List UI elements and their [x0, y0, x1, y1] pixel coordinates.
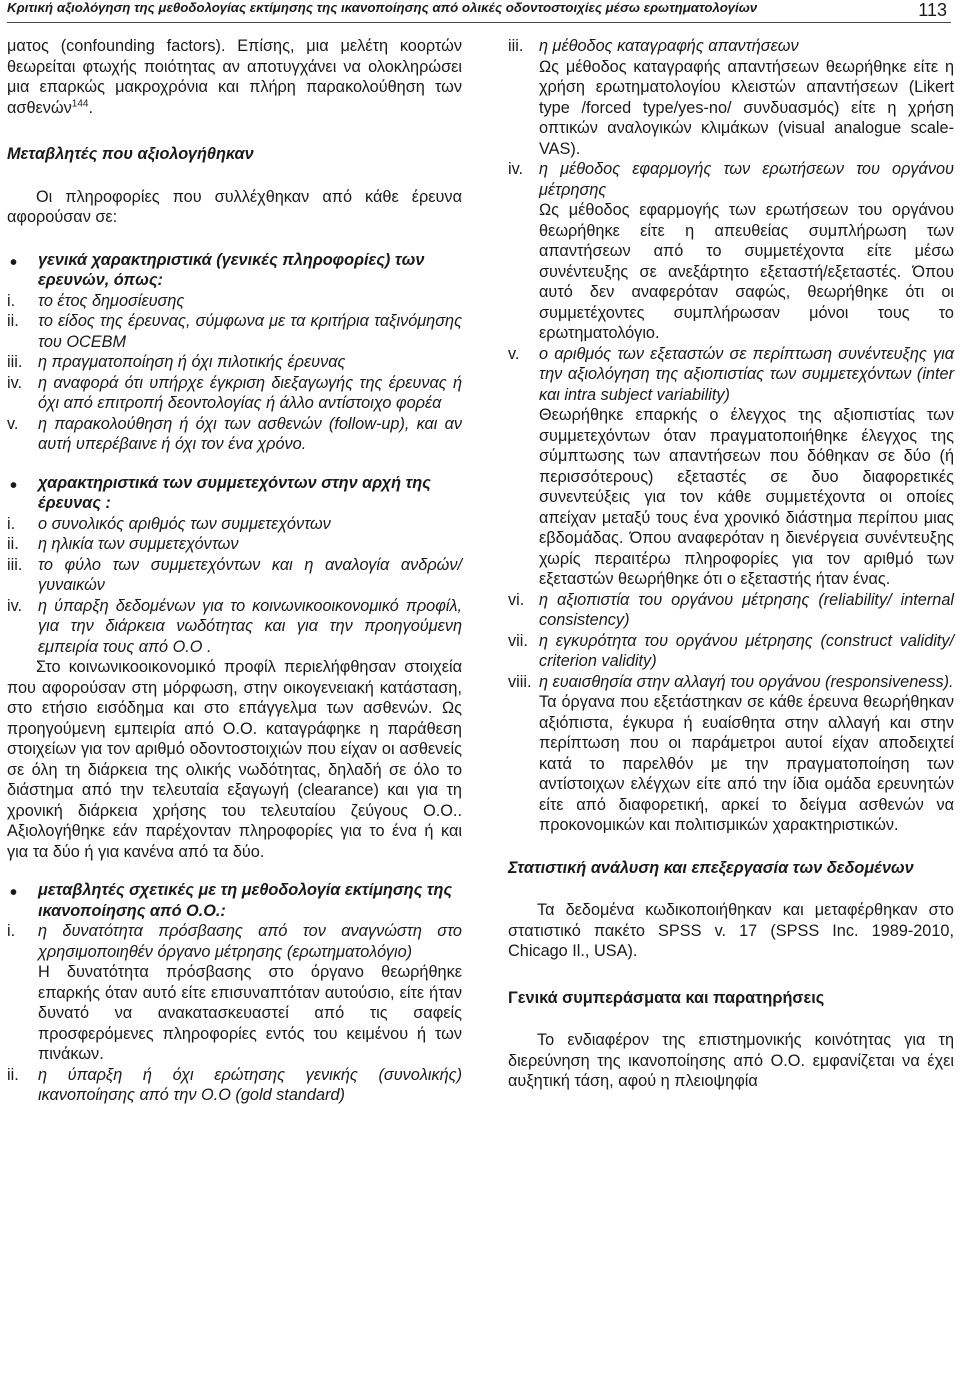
list-item: vi. η αξιοπιστία του οργάνου μέτρησης (reliability/ internal consistency): [508, 590, 954, 629]
list-item: ii. η ηλικία των συμμετεχόντων: [7, 535, 239, 553]
list-item: i. η δυνατότητα πρόσβασης από τον αναγνώστη στο χρησιμοποιηθέν όργανο μέτρησης (ερωτηματολόγιο): [7, 922, 462, 961]
list-item: viii. η ευαισθησία στην αλλαγή του οργάνου (responsiveness).: [508, 672, 954, 691]
list-item: iv. η ύπαρξη δεδομένων για το κοινωνικοοικονομικό προφίλ, για την διάρκεια νωδότητας και για την προηγούμενη εμπειρία τους από Ο.Ο .: [7, 596, 462, 656]
list-item: iv. η μέθοδος εφαρμογής των ερωτήσεων του οργάνου μέτρησης: [508, 160, 954, 199]
application-method-paragraph: Ως μέθοδος εφαρμογής των ερωτήσεων του οργάνου θεωρήθηκε είτε η απευθείας συμπλήρωση των απαντήσεων από το συμμετέχοντα είτε μέσω συνέντευξης σε ανεξάρτητο εξεταστή/εξεταστές. Όπου αυτό δεν αναφερόταν σαφώς, θεωρήθηκε ότι οι συμμετέχοντες συμπλήρωσαν μόνοι τους το ερωτηματολόγιο.: [539, 201, 954, 342]
list-item: i. ο συνολικός αριθμός των συμμετεχόντων: [7, 514, 331, 533]
page-header: [7, 0, 951, 23]
bullet-general-characteristics: • γενικά χαρακτηριστικά (γενικές πληροφορίες) των ερευνών, όπως:: [10, 250, 425, 289]
bullet-methodology-variables: • μεταβλητές σχετικές με τη μεθοδολογία εκτίμησης της ικανοποίησης από Ο.Ο.:: [10, 881, 453, 920]
examiners-paragraph: Θεωρήθηκε επαρκής ο έλεγχος της αξιοπιστίας των συμμετεχόντων όταν πραγματοποιήθηκε έλεγχος της σύμπτωσης των απαντήσεων που δόθηκαν σε δύο (ή περισσότερους) εξεταστές σε δυο διαφορετικές συνεντεύξεις για τον κάθε συμμετέχοντα οι οποίες απείχαν μεταξύ τους ένα χρονικό διάστημα περίπου μιας εβδομάδας. Όπου αναφερόταν η διενέργεια συνέντευξης χωρίς περαιτέρω πληροφορίες για τον αριθμό των εξεταστών θεωρήθηκε ότι ο εξεταστής ήταν ένας.: [539, 406, 954, 588]
right-column: [508, 36, 954, 1092]
instruments-paragraph: Τα όργανα που εξετάστηκαν σε κάθε έρευνα θεωρήθηκαν αξιόπιστα, έγκυρα ή ευαίσθητα στην αλλαγή και στην περίπτωση που οι παράμετροι αυτοί είχαν αποδειχτεί κατά το παρελθόν με την πραγματοποίηση των αντίστοιχων ελέγχων είτε από την ίδια ομάδα ερευνητών είτε από διαφορετική, αρκεί το δείγμα ασθενών να προκονομικών και πολιτισμικών χαρακτηριστικών.: [539, 693, 954, 834]
list-item: vii. η εγκυρότητα του οργάνου μέτρησης (construct validity/ criterion validity): [508, 631, 954, 670]
reference-superscript: 144: [71, 98, 89, 110]
list-item: ii. το είδος της έρευνας, σύμφωνα με τα κριτήρια ταξινόμησης του OCEBM: [7, 312, 462, 351]
running-title: Κριτική αξιολόγηση της μεθοδολογίας εκτίμησης της ικανοποίησης από ολικές οδοντοστοιχίες μέσω ερωτηματολογίων: [7, 0, 758, 15]
section-heading-statistics: Στατιστική ανάλυση και επεξεργασία των δεδομένων: [508, 858, 914, 877]
bullet-dot-icon: •: [10, 882, 18, 904]
lead-paragraph: Οι πληροφορίες που συλλέχθηκαν από κάθε έρευνα αφορούσαν σε:: [7, 187, 462, 226]
conclusions-paragraph: Το ενδιαφέρον της επιστημονικής κοινότητας για τη διερεύνηση της ικανοποίησης από Ο.Ο. εμφανίζεται να έχει αυξητική τάση, αφού η πλειοψηφία: [508, 1031, 954, 1090]
list-item: iii. η πραγματοποίηση ή όχι πιλοτικής έρευνας: [7, 353, 346, 371]
page-number: 113: [918, 0, 947, 20]
bullet-participant-characteristics: • χαρακτηριστικά των συμμετεχόντων στην αρχή της έρευνας :: [10, 473, 431, 512]
socioeconomic-paragraph: Στο κοινωνικοοικονομικό προφίλ περιελήφθησαν στοιχεία που αφορούσαν στη μόρφωση, στην οικογενειακή κατάσταση, στο ετήσιο εισόδημα και στο επάγγελμα των ασθενών. Ως προηγούμενη εμπειρία από Ο.Ο. καταγράφηκε η παράθεση στοιχείων για τον αριθμό οδοντοστοιχιών που είχαν οι ασθενείς σε όλη τη διάρκεια της ολικής νωδότητας, δηλαδή σε όλο το διάστημα από την τελευταία εξαγωγή (clearance) και για τη χρονική διάρκεια χρήσης του τελευταίου ζεύγους Ο.Ο.. Αξιολογήθηκε εάν παρέχονταν πληροφορίες για το ένα ή και για τα δύο ή για κανένα από τα δύο.: [7, 658, 462, 861]
left-column: [7, 36, 462, 1106]
list-item: iv. η αναφορά ότι υπήρχε έγκριση διεξαγωγής της έρευνας ή όχι από επιτροπή δεοντολογίας ή άλλο αντίστοιχο φορέα: [7, 373, 462, 412]
section-heading-variables: Μεταβλητές που αξιολογήθηκαν: [7, 145, 254, 163]
list-item: iii. το φύλο των συμμετεχόντων και η αναλογία ανδρών/γυναικών: [7, 555, 462, 594]
access-paragraph: Η δυνατότητα πρόσβασης στο όργανο θεωρήθηκε επαρκής όταν αυτό είτε επισυναπτόταν αυτούσιο, είτε ήταν δυνατό να ανακατασκευαστεί από τις σαφείς προσφερόμενες πληροφορίες εντός του κειμένου ή των πινάκων.: [38, 963, 462, 1063]
section-heading-conclusions: Γενικά συμπεράσματα και παρατηρήσεις: [508, 988, 825, 1007]
list-item: iii. η μέθοδος καταγραφής απαντήσεων: [508, 37, 799, 55]
list-item: ii. η ύπαρξη ή όχι ερώτησης γενικής (συνολικής) ικανοποίησης από την Ο.Ο (gold standard): [7, 1065, 462, 1104]
bullet-dot-icon: •: [10, 251, 18, 274]
list-item: v. ο αριθμός των εξεταστών σε περίπτωση συνέντευξης για την αξιολόγηση της αξιοπιστίας των συμμετεχόντων (inter και intra subject variability): [508, 344, 954, 404]
intro-paragraph: ματος (confounding factors). Επίσης, μια μελέτη κοορτών θεωρείται φτωχής ποιότητας αν αποτυγχάνει να ολοκληρώσει μια επαρκώς μακροχρόνια και πλήρη παρακολούθηση των ασθενών$^{144}$.: [7, 37, 462, 117]
list-item: i. το έτος δημοσίευσης: [7, 291, 185, 310]
list-item: v. η παρακολούθηση ή όχι των ασθενών (follow-up), και αν αυτή υπερέβαινε ή όχι τον ένα χρόνο.: [7, 414, 462, 453]
bullet-dot-icon: •: [10, 474, 18, 497]
statistics-paragraph: Τα δεδομένα κωδικοποιήθηκαν και μεταφέρθηκαν στο στατιστικό πακέτο SPSS v. 17 (SPSS Inc. 1989-2010, Chicago Il., USA).: [508, 901, 954, 960]
recording-method-paragraph: Ως μέθοδος καταγραφής απαντήσεων θεωρήθηκε είτε η χρήση ερωτηματολογίου κλειστών απαντήσεων (Likert type /forced type/yes-no/ συνδυασμός) είτε η χρήση οπτικών αναλογικών κλιμάκων (visual analogue scale- VAS).: [539, 57, 954, 158]
